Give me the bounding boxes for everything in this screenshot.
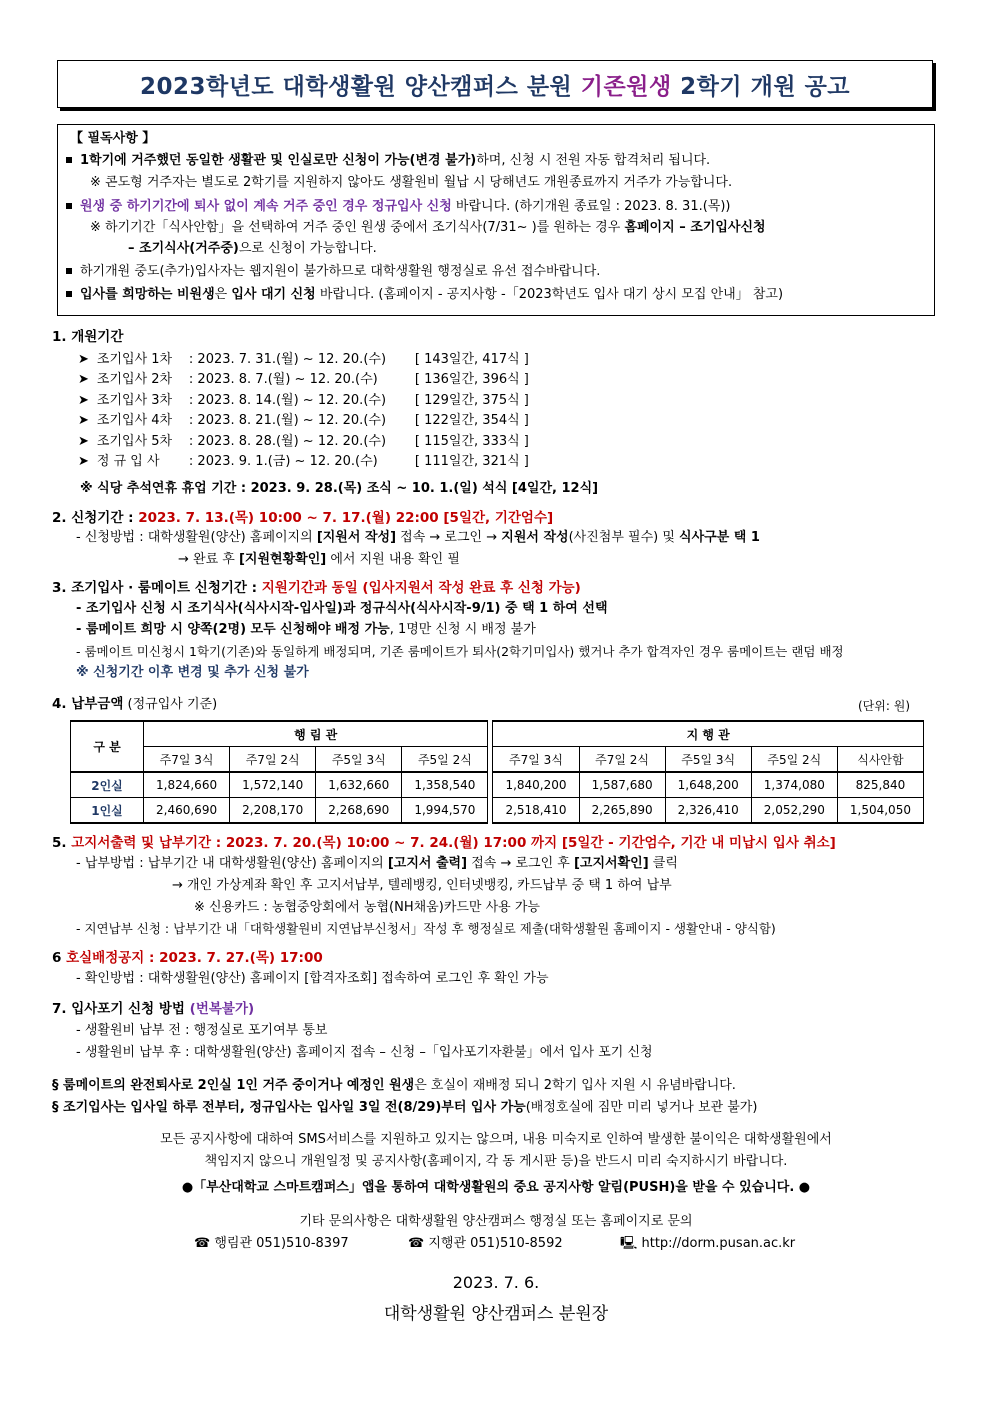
apply-method-cont: → 완료 후 [지원현황확인] 에서 지원 내용 확인 필: [178, 552, 460, 567]
section-6-heading: 6 호실배정공지 : 2023. 7. 27.(목) 17:00: [52, 950, 323, 966]
notice-item-3: 하기개원 중도(추가)입사자는 웹지원이 불가하므로 대학생활원 행정실로 유선 접수바랍니다.: [66, 263, 600, 281]
section-1-heading: 1. 개원기간: [52, 329, 124, 345]
fee-cell: 2,518,410: [493, 798, 579, 824]
late-payment: - 지연납부 신청 : 납부기간 내「대학생활원비 지연납부신청서」작성 후 행정실로 제출(대학생활원 홈페이지 - 생활안내 - 양식함): [76, 921, 776, 936]
computer-icon: 🖳: [620, 1236, 642, 1251]
period-name: 조기입사 3차: [96, 392, 173, 408]
list-item: [78, 351, 529, 369]
fee-cell: 2,268,690: [316, 798, 402, 824]
arrow-icon: ➤: [78, 372, 89, 388]
arrow-icon: ➤: [78, 392, 89, 408]
fee-cell: 1,648,200: [665, 772, 751, 798]
fee-cell: 1,632,660: [316, 772, 402, 798]
room-check-method: - 확인방법 : 대학생활원(양산) 홈페이지 [합격자조회] 접속하여 로그인 후 확인 가능: [76, 971, 549, 986]
fee-cell: 1,504,050: [837, 798, 923, 824]
period-days: [ 136일간, 396식 ]: [414, 372, 529, 388]
arrow-icon: ➤: [78, 433, 89, 449]
column-header: 주7일 2식: [579, 747, 665, 773]
fee-cell: 1,587,680: [579, 772, 665, 798]
arrow-icon: ➤: [78, 413, 89, 429]
chuseok-note: ※ 식당 추석연휴 휴업 기간 : 2023. 9. 28.(목) 조식 ~ 10. 1.(일) 석식 [4일간, 12식]: [80, 481, 599, 496]
period-dates: : 2023. 8. 21.(월) ~ 12. 20.(수): [188, 413, 387, 429]
list-item: [78, 392, 529, 410]
section-5-heading: 5. 고지서출력 및 납부기간 : 2023. 7. 20.(목) 10:00 ~ 7. 24.(월) 17:00 까지 [5일간 - 기간엄수, 기간 내 미납시 입사 취소]: [52, 835, 836, 851]
fee-cell: 825,840: [837, 772, 923, 798]
period-days: [ 143일간, 417식 ]: [414, 352, 529, 367]
period-name: 정 규 입 사: [96, 454, 160, 469]
inquiry-line: 기타 문의사항은 대학생활원 양산캠퍼스 행정실 또는 홈페이지로 문의: [299, 1214, 693, 1229]
list-item: [78, 371, 529, 389]
fee-cell: 1,824,660: [144, 772, 230, 798]
notice-item-4: 입사를 희망하는 비원생은 입사 대기 신청 바랍니다. (홈페이지 - 공지사항 -「2023학년도 입사 대기 상시 모집 안내」 참고): [66, 286, 783, 304]
period-name: 조기입사 1차: [96, 352, 173, 367]
column-header: 주5일 2식: [751, 747, 837, 773]
bullet-icon: [66, 268, 72, 274]
table-row: [71, 798, 924, 824]
period-days: [ 129일간, 375식 ]: [414, 392, 529, 408]
notice-item-2: 원생 중 하기기간에 퇴사 없이 계속 거주 중인 경우 정규입사 신청 바랍니다. (하기개원 종료일 : 2023. 8. 31.(목)): [66, 198, 731, 216]
column-header: 주5일 3식: [316, 747, 402, 773]
disclaimer-line-1: 모든 공지사항에 대하여 SMS서비스를 지원하고 있지는 않으며, 내용 미숙지로 인하여 발생한 불이익은 대학생활원에서: [160, 1132, 832, 1147]
credit-card-note: ※ 신용카드 : 농협중앙회에서 농협(NH채움)카드만 사용 가능: [194, 900, 540, 915]
fee-table-group-row: [71, 721, 924, 747]
period-name: 조기입사 2차: [96, 372, 173, 388]
fee-cell: 2,326,410: [665, 798, 751, 824]
notice-item-2-sub2: – 조기식사(거주중)으로 신청이 가능합니다.: [128, 241, 377, 256]
notice-heading: 【 필독사항 】: [70, 131, 156, 146]
fee-cell: 1,840,200: [493, 772, 579, 798]
column-header: 주7일 2식: [230, 747, 316, 773]
section-3-line-1: - 조기입사 신청 시 조기식사(식사시작-입사일)과 정규식사(식사시작-9/1) 중 택 1 하여 선택: [76, 601, 608, 616]
contact-website[interactable]: 🖳 http://dorm.pusan.ac.kr: [620, 1236, 796, 1251]
bullet-icon: [66, 203, 72, 209]
column-header: 식사안함: [837, 747, 923, 773]
title-highlight: 기존원생: [580, 73, 672, 100]
list-item: [78, 412, 529, 430]
period-dates: : 2023. 7. 31.(월) ~ 12. 20.(수): [188, 352, 387, 367]
period-dates: : 2023. 8. 7.(월) ~ 12. 20.(수): [188, 372, 378, 388]
fee-cell: 1,994,570: [402, 798, 488, 824]
fee-cell: 2,460,690: [144, 798, 230, 824]
row-label: 2인실: [71, 772, 144, 798]
page-title: 2023학년도 대학생활원 양산캠퍼스 분원 기존원생 2학기 개원 공고: [139, 73, 851, 100]
period-dates: : 2023. 9. 1.(금) ~ 12. 20.(수): [188, 454, 378, 469]
column-header: 주7일 3식: [144, 747, 230, 773]
fee-cell: 1,572,140: [230, 772, 316, 798]
note-roommate: § 룸메이트의 완전퇴사로 2인실 1인 거주 중이거나 예정인 원생은 호실이 재배정 되니 2학기 입사 지원 시 유념바랍니다.: [52, 1078, 736, 1093]
period-dates: : 2023. 8. 28.(월) ~ 12. 20.(수): [188, 433, 387, 449]
column-header: 주7일 3식: [493, 747, 579, 773]
contact-haengnim: ☎ 행림관 051)510-8397: [194, 1236, 349, 1251]
column-header: 주5일 2식: [402, 747, 488, 773]
fee-cell: 1,374,080: [751, 772, 837, 798]
signer: 대학생활원 양산캠퍼스 분원장: [383, 1304, 609, 1324]
cancel-after-payment: - 생활원비 납부 후 : 대학생활원(양산) 홈페이지 접속 – 신청 –「입사포기자환불」에서 입사 포기 신청: [76, 1045, 653, 1060]
period-days: [ 111일간, 321식 ]: [414, 454, 529, 469]
table-row: [71, 772, 924, 798]
payment-method-cont: → 개인 가상계좌 확인 후 고지서납부, 텔레뱅킹, 인터넷뱅킹, 카드납부 중 택 1 하여 납부: [172, 878, 672, 893]
bullet-icon: [66, 291, 72, 297]
section-3-line-3: - 룸메이트 미신청시 1학기(기존)와 동일하게 배정되며, 기존 룸메이트가 퇴사(2학기미입사) 했거나 추가 합격자인 경우 룸메이트는 랜덤 배정: [76, 644, 844, 659]
section-2-heading: 2. 신청기간 : 2023. 7. 13.(목) 10:00 ~ 7. 17.(월) 22:00 [5일간, 기간엄수]: [52, 510, 554, 526]
notice-item-1-sub: ※ 콘도형 거주자는 별도로 2학기를 지원하지 않아도 생활원비 월납 시 당해년도 개원종료까지 거주가 가능합니다.: [90, 175, 733, 190]
hall-jihaeng: 지 행 관: [493, 721, 924, 747]
period-name: 조기입사 5차: [96, 433, 173, 449]
fee-table: [70, 720, 924, 824]
list-item: [78, 453, 529, 471]
announcement-date: 2023. 7. 6.: [452, 1273, 540, 1292]
list-item: [78, 433, 529, 451]
period-dates: : 2023. 8. 14.(월) ~ 12. 20.(수): [188, 392, 387, 408]
notice-item-2-sub1: ※ 하기기간「식사안함」을 선택하여 거주 중인 원생 중에서 조기식사(7/31~ )를 원하는 경우 홈페이지 – 조기입사신청: [90, 220, 766, 235]
cancel-before-payment: - 생활원비 납부 전 : 행정실로 포기여부 통보: [76, 1023, 328, 1038]
phone-icon: ☎: [194, 1236, 215, 1251]
period-days: [ 122일간, 354식 ]: [414, 413, 529, 429]
contact-jihaeng: ☎ 지행관 051)510-8592: [408, 1236, 563, 1251]
phone-icon: ☎: [408, 1236, 429, 1251]
hall-haengnim: 행 림 관: [144, 721, 488, 747]
fee-cell: 2,265,890: [579, 798, 665, 824]
notice-item-1: 1학기에 거주했던 동일한 생활관 및 인실로만 신청이 가능(변경 불가)하며, 신청 시 전원 자동 합격처리 됩니다.: [66, 152, 710, 170]
section-3-heading: 3. 조기입사 · 룸메이트 신청기간 : 지원기간과 동일 (입사지원서 작성 완료 후 신청 가능): [52, 580, 581, 596]
fee-cell: 1,358,540: [402, 772, 488, 798]
column-header: 주5일 3식: [665, 747, 751, 773]
section-4-heading: 4. 납부금액 (정규입사 기준): [52, 696, 218, 712]
title-box: [57, 60, 933, 108]
table-corner: 구 분: [71, 721, 144, 772]
apply-method: - 신청방법 : 대학생활원(양산) 홈페이지의 [지원서 작성] 접속 → 로그인 → 지원서 작성(사진첨부 필수) 및 식사구분 택 1: [76, 530, 760, 545]
arrow-icon: ➤: [78, 454, 89, 469]
section-3-line-2: - 룸메이트 희망 시 양쪽(2명) 모두 신청해야 배정 가능, 1명만 신청 시 배정 불가: [76, 622, 536, 637]
period-days: [ 115일간, 333식 ]: [414, 433, 529, 449]
payment-method: - 납부방법 : 납부기간 내 대학생활원(양산) 홈페이지의 [고지서 출력] 접속 → 로그인 후 [고지서확인] 클릭: [76, 856, 678, 871]
period-name: 조기입사 4차: [96, 413, 173, 429]
arrow-icon: ➤: [78, 352, 89, 367]
unit-label: (단위: 원): [858, 699, 910, 713]
note-move-in: § 조기입사는 입사일 하루 전부터, 정규입사는 입사일 3일 전(8/29)부터 입사 가능(배정호실에 짐만 미리 넣거나 보관 불가): [52, 1100, 758, 1115]
section-7-heading: 7. 입사포기 신청 방법 (번복불가): [52, 1001, 255, 1017]
fee-table-header-row: [71, 747, 924, 773]
row-label: 1인실: [71, 798, 144, 824]
fee-cell: 2,208,170: [230, 798, 316, 824]
bullet-icon: [66, 157, 72, 163]
section-3-line-4: ※ 신청기간 이후 변경 및 추가 신청 불가: [76, 665, 309, 680]
fee-cell: 2,052,290: [751, 798, 837, 824]
app-notice: ●「부산대학교 스마트캠퍼스」앱을 통하여 대학생활원의 중요 공지사항 알림(PUSH)을 받을 수 있습니다. ●: [181, 1180, 811, 1195]
disclaimer-line-2: 책임지지 않으니 개원일정 및 공지사항(홈페이지, 각 동 게시판 등)을 반드시 미리 숙지하시기 바랍니다.: [204, 1154, 788, 1169]
